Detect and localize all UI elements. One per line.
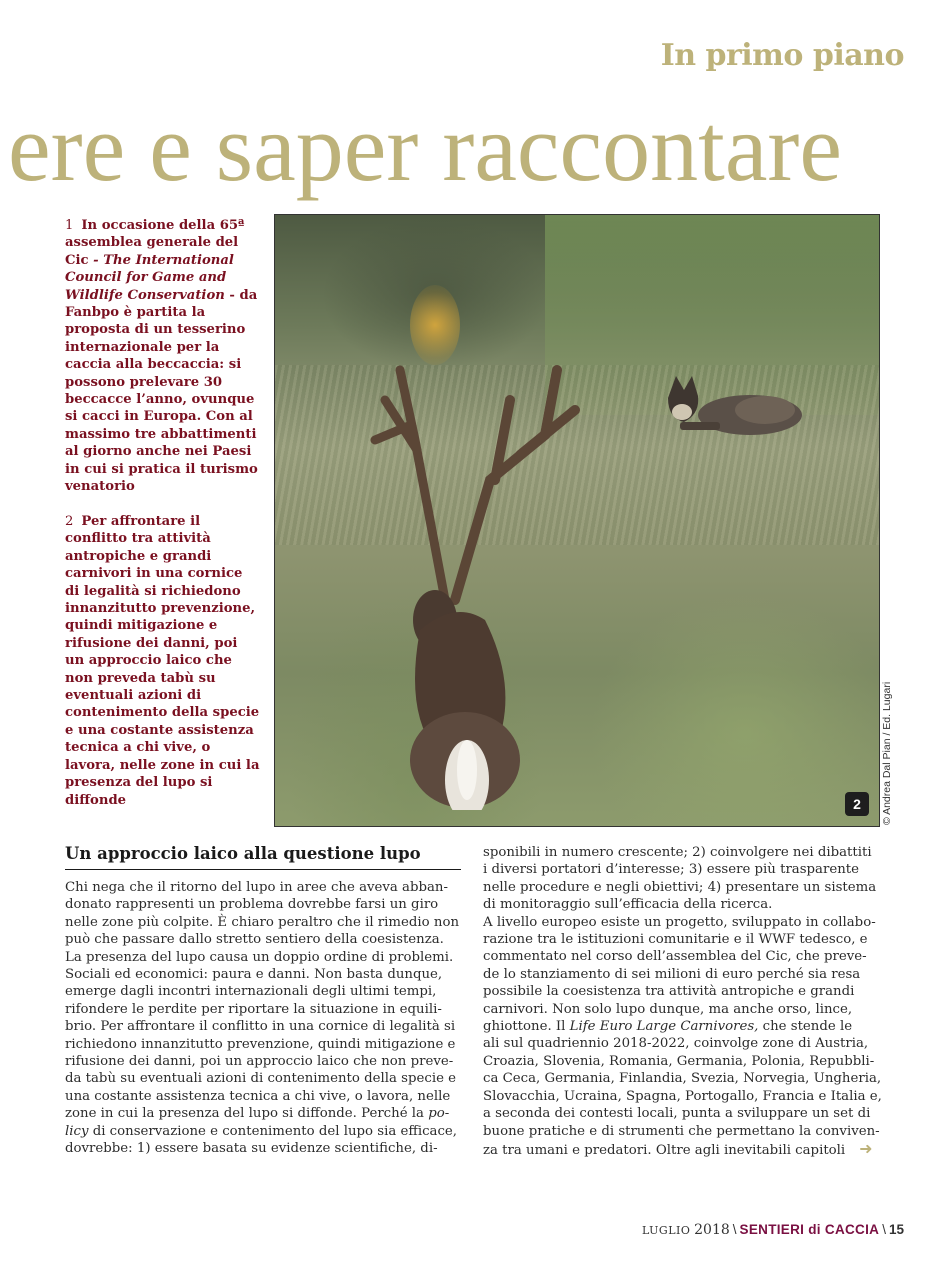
- text-line: buone pratiche e di strumenti che permettano la conviven-: [483, 1123, 880, 1139]
- text-line: può che passare dallo stretto sentiero della coesistenza.: [65, 932, 444, 948]
- fallow-deer-figure: [345, 330, 595, 810]
- text-line: Slovacchia, Ucraina, Spagna, Portogallo, Francia e Italia e,: [483, 1088, 882, 1104]
- text-segment: ghiottone. Il: [483, 1019, 570, 1035]
- text-line: ca Ceca, Germania, Finlandia, Svezia, Norvegia, Ungheria,: [483, 1071, 882, 1087]
- wolf-figure: [660, 370, 805, 440]
- text-line: i diversi portatori d’interesse; 3) essere più trasparente: [483, 862, 859, 878]
- text-line: [65, 1105, 461, 1122]
- photo-caption-2: [65, 513, 260, 809]
- text-line: a seconda dei contesti locali, punta a sviluppare un set di: [483, 1106, 871, 1122]
- text-line: rifusione dei danni, poi un approccio laico che non preve-: [65, 1054, 454, 1070]
- text-line: A livello europeo esiste un progetto, sviluppato in collabo-: [483, 914, 876, 930]
- text-line: [483, 1018, 883, 1035]
- footer-separator: \: [882, 1222, 886, 1237]
- photo-credit: © Andrea Dal Pian / Ed. Lugari: [881, 681, 893, 825]
- text-line: de lo stanziamento di sei milioni di euro perché sia resa: [483, 966, 861, 982]
- text-line: La presenza del lupo causa un doppio ordine di problemi.: [65, 949, 454, 965]
- caption-text: - da Fanbpo è partita la proposta di un tesserino internazionale per la caccia alla beccaccia: si possono prelevare 30 beccacce l’anno, ovunque si cacci in Europa. Con al massimo tre abbattimenti al giorno anche nei Paesi in cui si pratica il turismo venatorio: [65, 287, 258, 495]
- text-line: carnivori. Non solo lupo dunque, ma anche orso, lince,: [483, 1001, 853, 1017]
- article-column-right: [483, 844, 883, 1159]
- text-line: Sociali ed economici: paura e danni. Non basta dunque,: [65, 967, 443, 983]
- photo-caption-1: [65, 217, 260, 496]
- text-segment: zone in cui la presenza del lupo si diffonde. Perché la: [65, 1106, 424, 1122]
- text-line: da tabù su eventuali azioni di contenimento della specie e: [65, 1071, 457, 1087]
- text-line: rifondere le perdite per riportare la situazione in equili-: [65, 1001, 442, 1017]
- text-line: [483, 1140, 883, 1159]
- text-line: sponibili in numero crescente; 2) coinvolgere nei dibattiti: [483, 845, 872, 860]
- text-line: razione tra le istituzioni comunitarie e il WWF tedesco, e: [483, 932, 868, 948]
- text-line: commentato nel corso dell’assemblea del Cic, che preve-: [483, 949, 867, 965]
- caption-text: In occasione della 65ª assemblea generale del Cic: [65, 218, 245, 268]
- text-line: di monitoraggio sull’efficacia della ricerca.: [483, 897, 773, 913]
- footer-month: LUGLIO: [641, 1224, 691, 1237]
- page-footer: [642, 1222, 904, 1238]
- text-italic: Life Euro Large Carnivores,: [569, 1019, 759, 1035]
- text-line: dovrebbe: 1) essere basata su evidenze scientifiche, di-: [65, 1141, 438, 1157]
- footer-separator: \: [732, 1222, 737, 1237]
- photo-number-badge: 2: [845, 792, 869, 816]
- text-line: nelle zone più colpite. È chiaro peraltro che il rimedio non: [65, 914, 460, 930]
- page-number: 15: [888, 1222, 904, 1237]
- caption-number: 1: [65, 218, 74, 233]
- caption-text-italic: - The International Council for Game and Wildlife Conservation: [65, 252, 234, 303]
- text-segment: che stende le: [758, 1019, 853, 1035]
- text-line: Croazia, Slovenia, Romania, Germania, Polonia, Repubbli-: [483, 1053, 875, 1069]
- text-line: [65, 1123, 461, 1140]
- continue-arrow-icon: ➜: [859, 1138, 873, 1158]
- text-line: possibile la coesistenza tra attività antropiche e grandi: [483, 984, 855, 1000]
- text-line: una costante assistenza tecnica a chi vive, o lavora, nelle: [65, 1088, 451, 1104]
- caption-number: 2: [65, 514, 74, 529]
- article-column-left: [65, 879, 461, 1158]
- text-line: emerge dagli incontri internazionali degli ultimi tempi,: [65, 984, 437, 1000]
- text-segment: di conservazione e contenimento del lupo sia efficace,: [88, 1123, 458, 1139]
- text-line: Chi nega che il ritorno del lupo in aree che aveva abban-: [65, 880, 448, 895]
- text-line: nelle procedure e negli obiettivi; 4) presentare un sistema: [483, 879, 877, 895]
- deer-and-wolf-photo: [274, 214, 880, 827]
- text-line: richiedono innanzitutto prevenzione, quindi mitigazione e: [65, 1036, 456, 1052]
- text-italic: po-: [428, 1106, 450, 1122]
- footer-year: 2018: [694, 1222, 730, 1238]
- text-line: donato rappresenti un problema dovrebbe farsi un giro: [65, 897, 439, 913]
- magazine-name: SENTIERI di CACCIA: [739, 1222, 880, 1237]
- headline: ere e saper raccontare: [8, 94, 842, 201]
- text-italic: licy: [65, 1123, 89, 1139]
- section-label: In primo piano: [660, 38, 904, 73]
- text-segment: za tra umani e predatori. Oltre agli inevitabili capitoli: [483, 1142, 846, 1158]
- text-line: brio. Per affrontare il conflitto in una cornice di legalità si: [65, 1019, 456, 1035]
- text-line: ali sul quadriennio 2018-2022, coinvolge zone di Austria,: [483, 1036, 869, 1052]
- caption-text: Per affrontare il conflitto tra attività antropiche e grandi carnivori in una cornice di legalità si richiedono innanzitutto prevenzione, quindi mitigazione e rifusione dei danni, poi un approccio laico che non preveda tabù su eventuali azioni di contenimento della specie e una costante assistenza tecnica a chi vive, o lavora, nelle zone in cui la presenza del lupo si diffonde: [65, 514, 260, 808]
- article-title: Un approccio laico alla questione lupo: [65, 844, 461, 870]
